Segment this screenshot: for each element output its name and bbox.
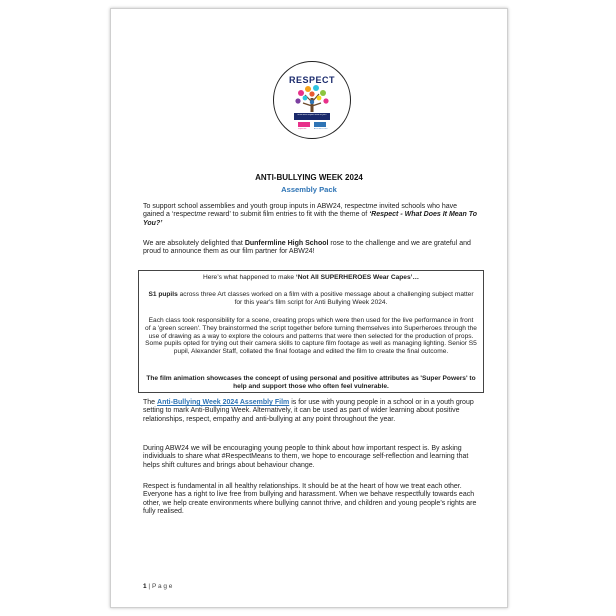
- logo-title: RESPECT: [288, 75, 335, 85]
- box-paragraph-3: The film animation showcases the concept of using personal and positive attributes as 'Super Powers' to help and support those who often feel vulnerable.: [146, 375, 476, 390]
- logo-banner: What does respect mean to you?: [297, 114, 327, 116]
- logo-partner-antibullying: ANTI-BULLYING: [314, 128, 328, 130]
- page-footer: 1 | P a g e: [143, 583, 173, 590]
- page-label: P a g e: [151, 583, 173, 590]
- box-paragraph-2: Each class took responsibility for a scene, creating props which were then used for the live performance in front of a 'green screen'. They brainstormed the script together before turning themselves into Superheroes through the use of drawing as a way to explore the colours and patterns that were then selected for the production of props. Some pupils opted for trying out their camera skills to capture film footage as well as managing lighting. Senior S5 pupil, Alexander Staff, collated the final footage and edited the film to create the final outcome.: [145, 317, 477, 356]
- school-name: Dunfermline High School: [244, 240, 329, 247]
- tree-hearts-icon: [274, 62, 350, 138]
- intro-paragraph-1: To support school assemblies and youth group inputs in ABW24, respectme invited schools who have gained a ‘respectme reward’ to submit film entries to fit with the theme of ‘Respect - What Does It Mean To You?’: [143, 203, 478, 227]
- box-paragraph-1: S1 pupils across three Art classes worked on a film with a positive message about a challenging subject matter for this year's film script for Anti Bullying Week 2024.: [148, 291, 474, 306]
- body-paragraph-1: The Anti-Bullying Week 2024 Assembly Film is for use with young people in a school or in a youth group setting to mark Anti-Bullying Week. Alternatively, it can be used as part of wider learning about positive relationships, respect, empathy and anti-bullying at any point throughout the year.: [143, 399, 474, 423]
- document-title: ANTI-BULLYING WEEK 2024: [255, 173, 363, 182]
- box-heading: Here’s what happened to make ‘Not All SUPERHEROES Wear Capes’…: [202, 274, 420, 281]
- logo-partner-respectme: respectme: [298, 128, 307, 130]
- document-subtitle: Assembly Pack: [281, 185, 337, 194]
- body-paragraph-2: During ABW24 we will be encouraging young people to think about how important respect is. By asking individuals to share what #RespectMeans to them, we hope to encourage self-reflection and learning that helps shift cultures and brings about behaviour change.: [143, 445, 469, 469]
- document-page: [110, 8, 508, 608]
- story-box: [138, 270, 484, 393]
- intro-paragraph-2: We are absolutely delighted that Dunfermline High School rose to the challenge and we are grateful and proud to announce them as our film partner for ABW24!: [143, 240, 471, 256]
- respect-logo: [273, 61, 351, 139]
- page-number: 1: [143, 583, 147, 590]
- assembly-film-link[interactable]: Anti-Bullying Week 2024 Assembly Film: [157, 399, 290, 406]
- theme-text: ‘Respect - What Does It Mean To You?’: [143, 211, 478, 227]
- body-paragraph-3: Respect is fundamental in all healthy relationships. It should be at the heart of how we treat each other. Everyone has a right to live free from bullying and harassment. When we behave respectfully towards each other, we help create environments where bullying cannot thrive, and children and young people’s rights are fully realised.: [143, 483, 477, 516]
